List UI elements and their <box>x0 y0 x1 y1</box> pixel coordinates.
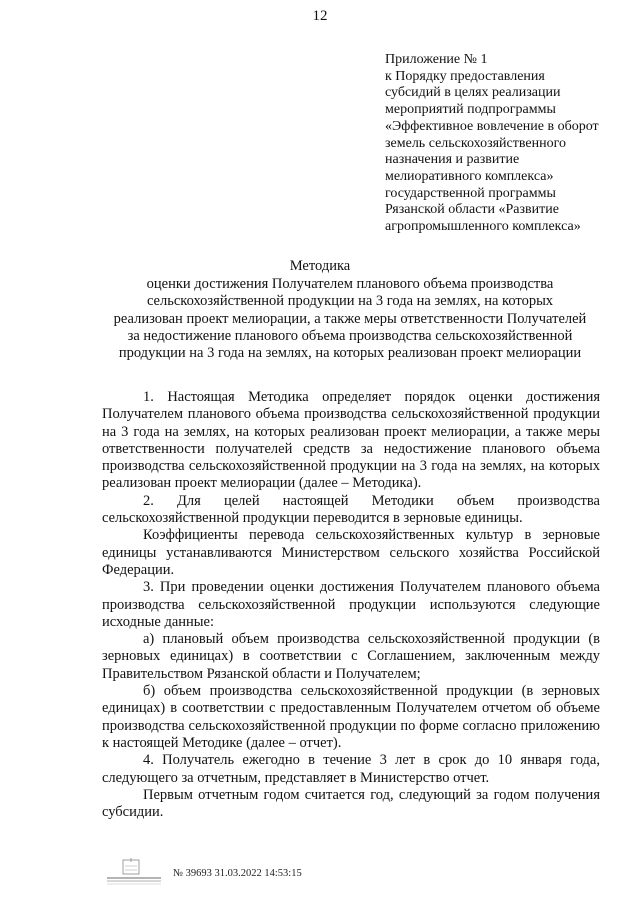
subtitle-line: сельскохозяйственной продукции на 3 года на землях, на которых <box>146 293 554 310</box>
paragraph-2: 2. Для целей настоящей Методики объем производства сельскохозяйственной продукции переводится в зерновые единицы. <box>102 492 600 527</box>
appendix-line: назначения и развитие <box>385 152 520 168</box>
appendix-line: Приложение № 1 <box>385 52 488 67</box>
appendix-line: агропромышленного комплекса» <box>385 219 581 235</box>
paragraph-3b: б) объем производства сельскохозяйственной продукции (в зерновых единицах) в соответствии с предоставленным Получателем отчетом об объеме производства сельскохозяйственной продукции по форме согласно приложению к настоящей Методике (далее – отчет). <box>102 683 600 751</box>
appendix-line: к Порядку предоставления <box>385 68 545 84</box>
registration-number: № 39693 31.03.2022 14:53:15 <box>173 868 302 879</box>
paragraph-4: 4. Получатель ежегодно в течение 3 лет в срок до 10 января года, следующего за отчетным, представляет в Министерство отчет. <box>102 752 600 786</box>
appendix-line: Рязанской области «Развитие <box>385 202 559 218</box>
document-body <box>102 389 600 821</box>
paragraph-first-year: Первым отчетным годом считается год, следующий за годом получения субсидии. <box>102 786 600 821</box>
page-number: 12 <box>312 8 328 24</box>
paragraph-3: 3. При проведении оценки достижения Получателем планового объема производства сельскохозяйственной продукции используются следующие исходные данные: <box>102 579 600 630</box>
paragraph-2-coefficients: Коэффициенты перевода сельскохозяйственных культур в зерновые единицы устанавливаются Министерством сельского хозяйства Российской Федерации. <box>102 527 600 578</box>
appendix-line: мелиоративного комплекса» <box>385 168 554 184</box>
subtitle-line: реализован проект мелиорации, а также меры ответственности Получателей <box>113 310 587 327</box>
appendix-line: «Эффективное вовлечение в оборот <box>385 118 599 134</box>
appendix-block <box>385 52 625 236</box>
document-title: Методика <box>289 258 351 274</box>
appendix-line: земель сельскохозяйственного <box>385 135 566 151</box>
appendix-line: мероприятий подпрограммы <box>385 102 556 118</box>
paragraph-3a: а) плановый объем производства сельскохозяйственной продукции (в зерновых единицах) в соответствии с Соглашением, заключенным между Правительством Рязанской области и Получателем; <box>102 631 600 682</box>
registry-seal-icon <box>103 858 165 886</box>
registration-footer <box>103 858 463 886</box>
subtitle-line: оценки достижения Получателем планового объема производства <box>146 276 554 292</box>
document-subtitle <box>100 276 600 362</box>
appendix-line: государственной программы <box>385 185 556 201</box>
appendix-line: субсидий в целях реализации <box>385 85 561 101</box>
subtitle-line: за недостижение планового объема производства сельскохозяйственной <box>127 327 573 344</box>
subtitle-line: продукции на 3 года на землях, на которых реализован проект мелиорации <box>118 345 582 362</box>
paragraph-1: 1. Настоящая Методика определяет порядок оценки достижения Получателем планового объема производства сельскохозяйственной продукции на 3 года на землях, на которых реализован проект мелиорации, а также меры ответственности получателей средств за недостижение планового объема производства сельскохозяйственной продукции на 3 года на землях, на которых реализован проект мелиорации (далее – Методика). <box>102 389 600 492</box>
